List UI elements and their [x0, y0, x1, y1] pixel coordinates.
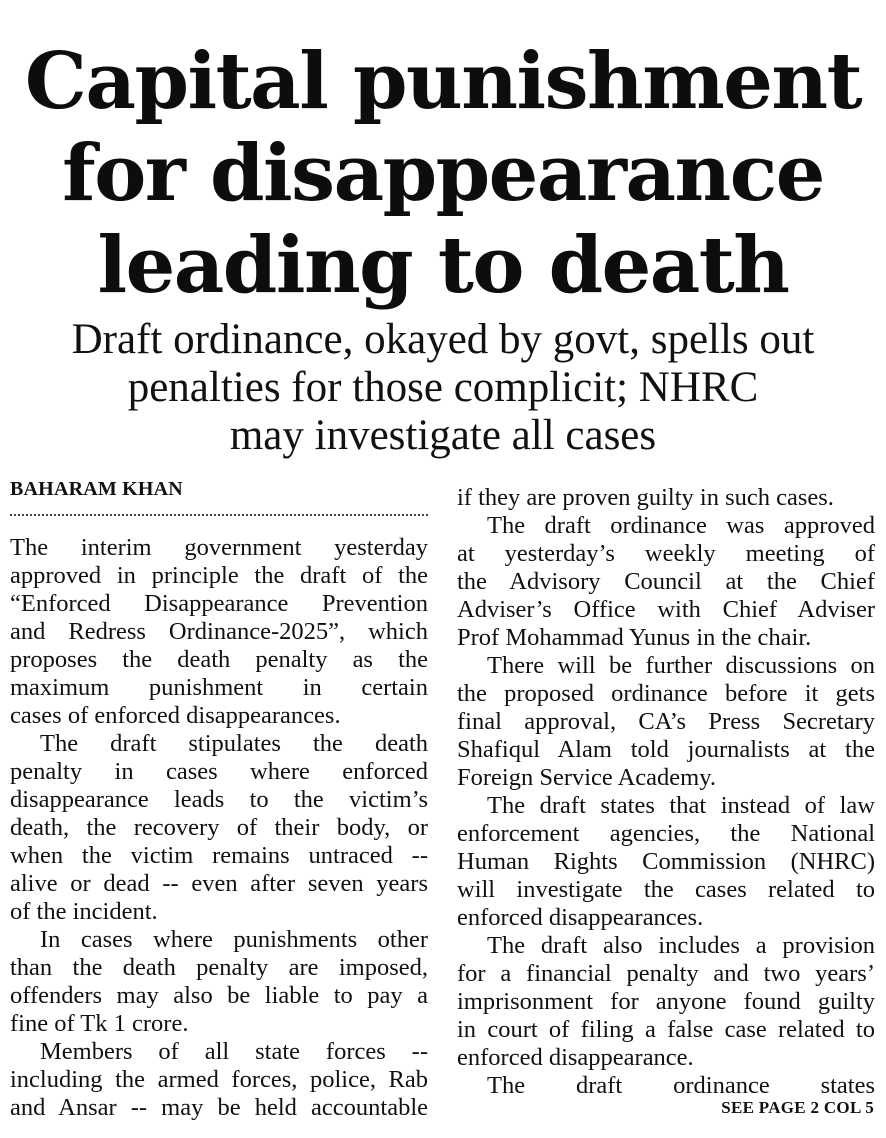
text-line: enforced disappearances.: [457, 904, 704, 931]
headline-line: leading to death: [97, 220, 789, 311]
text-line: the Advisory Council at the Chief: [457, 568, 875, 595]
text-line: fine of Tk 1 crore.: [10, 1010, 189, 1037]
text-line: enforcement agencies, the National: [457, 820, 875, 847]
article-column-left: [10, 534, 428, 1122]
text-line: Prof Mohammad Yunus in the chair.: [457, 624, 812, 651]
text-line: Members of all state forces --: [40, 1038, 428, 1065]
text-line: and Redress Ordinance-2025”, which: [10, 618, 428, 645]
text-line: including the armed forces, police, Rab: [10, 1066, 428, 1093]
text-line: penalty in cases where enforced: [10, 758, 428, 785]
text-line: Foreign Service Academy.: [457, 764, 716, 791]
text-line: death, the recovery of their body, or: [10, 814, 428, 841]
text-line: in court of filing a false case related to: [457, 1016, 875, 1043]
text-line: maximum punishment in certain: [10, 674, 428, 701]
text-line: of the incident.: [10, 898, 158, 925]
text-line: The draft ordinance was approved: [487, 512, 875, 539]
text-line: for a financial penalty and two years’: [457, 960, 875, 987]
text-line: than the death penalty are imposed,: [10, 954, 428, 981]
text-line: The draft stipulates the death: [40, 730, 428, 757]
byline-divider: [10, 514, 428, 516]
text-line: The draft states that instead of law: [487, 792, 875, 819]
text-line: Adviser’s Office with Chief Adviser: [457, 596, 875, 623]
headline: [0, 36, 886, 312]
text-line: imprisonment for anyone found guilty: [457, 988, 875, 1015]
subheadline: [0, 316, 886, 460]
text-line: the proposed ordinance before it gets: [457, 680, 875, 707]
subheadline-line: penalties for those complicit; NHRC: [127, 364, 759, 411]
text-line: and Ansar -- may be held accountable: [10, 1094, 428, 1121]
text-line: when the victim remains untraced --: [10, 842, 428, 869]
text-line: at yesterday’s weekly meeting of: [457, 540, 875, 567]
text-line: will investigate the cases related to: [457, 876, 875, 903]
text-line: disappearance leads to the victim’s: [10, 786, 428, 813]
text-line: enforced disappearance.: [457, 1044, 694, 1071]
headline-line: Capital punishment: [24, 36, 862, 127]
text-line: The interim government yesterday: [10, 534, 428, 561]
text-line: “Enforced Disappearance Prevention: [10, 590, 428, 617]
text-line: final approval, CA’s Press Secretary: [457, 708, 875, 735]
text-line: offenders may also be liable to pay a: [10, 982, 428, 1009]
article-column-right: [457, 484, 875, 1100]
continued-jump-line: SEE PAGE 2 COL 5: [721, 1098, 874, 1117]
subheadline-line: may investigate all cases: [229, 412, 657, 459]
text-line: alive or dead -- even after seven years: [10, 870, 428, 897]
text-line: The draft ordinance states: [487, 1072, 875, 1099]
text-line: The draft also includes a provision: [487, 932, 875, 959]
text-line: proposes the death penalty as the: [10, 646, 428, 673]
text-line: In cases where punishments other: [40, 926, 428, 953]
text-line: if they are proven guilty in such cases.: [457, 484, 834, 511]
text-line: There will be further discussions on: [487, 652, 875, 679]
text-line: approved in principle the draft of the: [10, 562, 428, 589]
text-line: Shafiqul Alam told journalists at the: [457, 736, 875, 763]
text-line: cases of enforced disappearances.: [10, 702, 341, 729]
subheadline-line: Draft ordinance, okayed by govt, spells out: [71, 316, 815, 363]
text-line: Human Rights Commission (NHRC): [457, 848, 875, 875]
headline-line: for disappearance: [62, 128, 824, 219]
byline: BAHARAM KHAN: [10, 478, 183, 500]
